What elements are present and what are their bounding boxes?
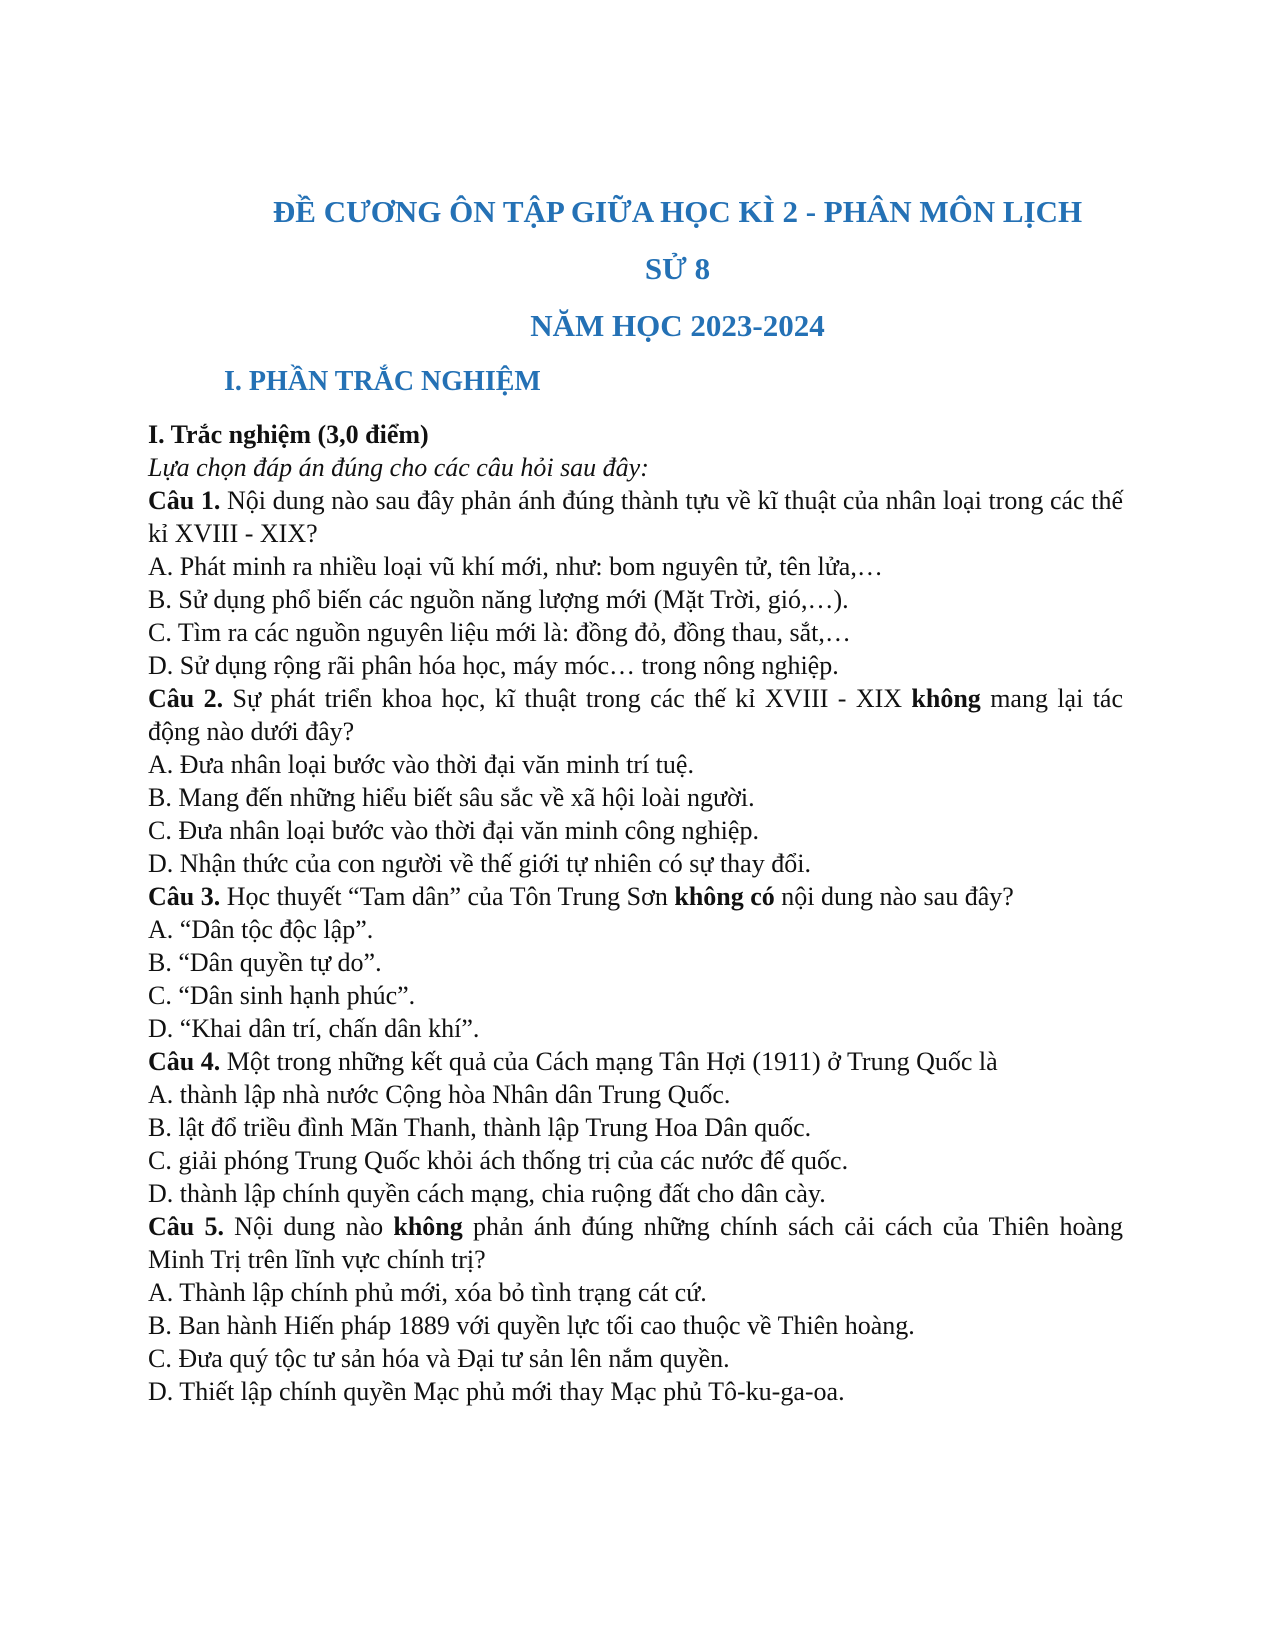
- question-3-text-before: Học thuyết “Tam dân” của Tôn Trung Sơn: [220, 882, 675, 911]
- question-3-label: Câu 3.: [148, 882, 221, 911]
- question-5: [148, 1210, 1123, 1408]
- document-title-line-2: SỬ 8: [644, 251, 711, 286]
- question-2-label: Câu 2.: [148, 684, 224, 713]
- question-5-label: Câu 5.: [148, 1212, 224, 1241]
- question-3-emphasis: không có: [674, 882, 775, 911]
- section-heading: I. PHẦN TRẮC NGHIỆM: [224, 366, 541, 397]
- question-3-option-b: B. “Dân quyền tự do”.: [148, 948, 382, 977]
- question-2-option-b: B. Mang đến những hiểu biết sâu sắc về xã hội loài người.: [148, 783, 755, 812]
- question-4-label: Câu 4.: [148, 1047, 221, 1076]
- question-3-text-after: nội dung nào sau đây?: [774, 882, 1014, 911]
- question-5-option-a: A. Thành lập chính phủ mới, xóa bỏ tình trạng cát cứ.: [148, 1278, 707, 1307]
- question-2-option-c: C. Đưa nhân loại bước vào thời đại văn minh công nghiệp.: [148, 816, 759, 845]
- question-2-stem: [148, 682, 1123, 748]
- question-2: [148, 682, 1123, 880]
- question-5-option-b: B. Ban hành Hiến pháp 1889 với quyền lực tối cao thuộc về Thiên hoàng.: [148, 1311, 915, 1340]
- question-2-text-after: mang lại tác động nào dưới đây?: [148, 684, 1123, 746]
- question-1-option-a: A. Phát minh ra nhiều loại vũ khí mới, như: bom nguyên tử, tên lửa,…: [148, 552, 883, 581]
- document-title-line-3: NĂM HỌC 2023-2024: [530, 308, 825, 343]
- question-4-option-c: C. giải phóng Trung Quốc khỏi ách thống trị của các nước đế quốc.: [148, 1146, 849, 1175]
- question-1-stem: [148, 484, 1123, 550]
- question-5-emphasis: không: [393, 1212, 463, 1241]
- question-4-stem: [148, 1045, 1123, 1078]
- question-1-label: Câu 1.: [148, 486, 221, 515]
- question-1-option-b: B. Sử dụng phổ biến các nguồn năng lượng mới (Mặt Trời, gió,…).: [148, 585, 849, 614]
- question-1-option-d: D. Sử dụng rộng rãi phân hóa học, máy móc… trong nông nghiệp.: [148, 651, 839, 680]
- quiz-content: [148, 418, 1123, 1408]
- question-5-option-c: C. Đưa quý tộc tư sản hóa và Đại tư sản lên nắm quyền.: [148, 1344, 730, 1373]
- question-3: [148, 880, 1123, 1045]
- question-3-option-c: C. “Dân sinh hạnh phúc”.: [148, 981, 416, 1010]
- question-4-option-a: A. thành lập nhà nước Cộng hòa Nhân dân Trung Quốc.: [148, 1080, 731, 1109]
- question-3-option-d: D. “Khai dân trí, chấn dân khí”.: [148, 1014, 480, 1043]
- question-2-text-before: Sự phát triển khoa học, kĩ thuật trong các thế kỉ XVIII - XIX: [223, 684, 912, 713]
- question-1-option-c: C. Tìm ra các nguồn nguyên liệu mới là: đồng đỏ, đồng thau, sắt,…: [148, 618, 851, 647]
- question-5-option-d: D. Thiết lập chính quyền Mạc phủ mới thay Mạc phủ Tô-ku-ga-oa.: [148, 1377, 845, 1406]
- question-2-option-d: D. Nhận thức của con người về thế giới tự nhiên có sự thay đổi.: [148, 849, 811, 878]
- part-title: I. Trắc nghiệm (3,0 điểm): [148, 420, 429, 449]
- question-1-text: Nội dung nào sau đây phản ánh đúng thành tựu về kĩ thuật của nhân loại trong các thế kỉ XVIII - XIX?: [148, 486, 1123, 548]
- question-3-stem: [148, 880, 1123, 913]
- question-2-option-a: A. Đưa nhân loại bước vào thời đại văn minh trí tuệ.: [148, 750, 694, 779]
- question-2-emphasis: không: [911, 684, 981, 713]
- question-3-option-a: A. “Dân tộc độc lập”.: [148, 915, 374, 944]
- question-5-text-before: Nội dung nào: [223, 1212, 394, 1241]
- question-4: [148, 1045, 1123, 1210]
- question-5-stem: [148, 1210, 1123, 1276]
- document-title-line-1: ĐỀ CƯƠNG ÔN TẬP GIỮA HỌC KÌ 2 - PHÂN MÔN LỊCH: [272, 194, 1083, 229]
- question-4-text: Một trong những kết quả của Cách mạng Tân Hợi (1911) ở Trung Quốc là: [220, 1047, 998, 1076]
- instruction-text: Lựa chọn đáp án đúng cho các câu hỏi sau đây:: [148, 453, 649, 482]
- question-4-option-d: D. thành lập chính quyền cách mạng, chia ruộng đất cho dân cày.: [148, 1179, 826, 1208]
- question-1: [148, 484, 1123, 682]
- question-4-option-b: B. lật đổ triều đình Mãn Thanh, thành lập Trung Hoa Dân quốc.: [148, 1113, 812, 1142]
- question-5-text-after: phản ánh đúng những chính sách cải cách của Thiên hoàng Minh Trị trên lĩnh vực chính trị?: [148, 1212, 1123, 1274]
